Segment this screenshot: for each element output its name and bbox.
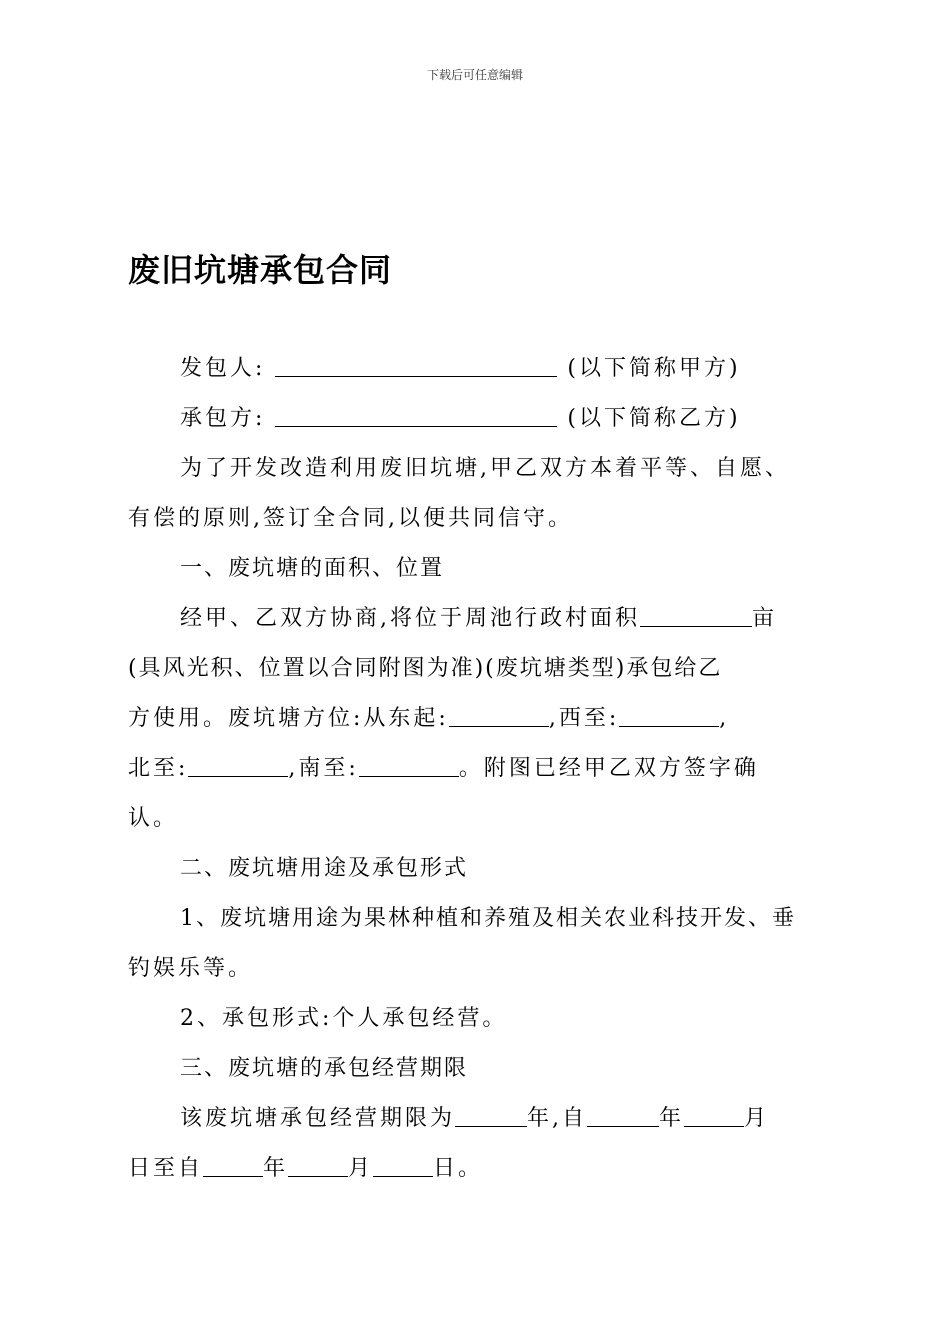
end-year-blank xyxy=(203,1152,263,1177)
comma: , xyxy=(719,706,730,731)
party-b-label: 承包方: xyxy=(180,406,266,431)
west-label: ,西至: xyxy=(548,706,620,731)
month-label: 月 xyxy=(744,1106,770,1131)
end-day-label: 日。 xyxy=(433,1156,484,1181)
start-month-blank xyxy=(684,1102,744,1127)
section2-item2: 2、承包形式:个人承包经营。 xyxy=(180,1006,508,1031)
section3-line-2 xyxy=(128,1144,832,1194)
end-year-label: 年 xyxy=(263,1156,289,1181)
area-blank xyxy=(640,602,752,627)
intro-line-2: 有偿的原则,签订全合同,以便共同信守。 xyxy=(128,506,573,531)
party-a-blank xyxy=(275,352,557,377)
section1-confirm-text: 。附图已经甲乙双方签字确 xyxy=(458,756,759,781)
term-label: 该废坑塘承包经营期限为 xyxy=(180,1106,456,1131)
section1-line-4 xyxy=(128,744,832,794)
east-label: 方使用。废坑塘方位:从东起: xyxy=(128,706,449,731)
party-b-note: (以下简称乙方) xyxy=(567,406,741,431)
section1-line-1 xyxy=(128,594,832,644)
section2-heading: 二、废坑塘用途及承包形式 xyxy=(180,856,469,881)
header-note: 下载后可任意编辑 xyxy=(426,68,523,82)
end-month-label: 月 xyxy=(348,1156,374,1181)
document-title: 废旧坑塘承包合同 xyxy=(128,251,393,289)
party-b-line xyxy=(128,394,832,444)
section2-item1-line-2: 钓娱乐等。 xyxy=(128,956,254,981)
party-b-blank xyxy=(275,402,557,427)
contract-body xyxy=(128,344,832,1194)
party-a-line xyxy=(128,344,832,394)
intro-line-1: 为了开发改造利用废旧坑塘,甲乙双方本着平等、自愿、 xyxy=(180,456,790,481)
south-blank xyxy=(359,752,459,777)
end-day-blank xyxy=(373,1152,433,1177)
section1-line-3 xyxy=(128,694,832,744)
section3-heading: 三、废坑塘的承包经营期限 xyxy=(180,1056,469,1081)
section1-text: 经甲、乙双方协商,将位于周池行政村面积 xyxy=(180,606,640,631)
start-year-blank xyxy=(587,1102,659,1127)
year-label: 年 xyxy=(659,1106,685,1131)
section1-line-5: 认。 xyxy=(128,806,179,831)
west-blank xyxy=(619,702,719,727)
party-a-note: (以下简称甲方) xyxy=(567,356,741,381)
term-years-blank xyxy=(455,1102,527,1127)
end-month-blank xyxy=(288,1152,348,1177)
section1-heading: 一、废坑塘的面积、位置 xyxy=(180,556,445,581)
party-a-label: 发包人: xyxy=(180,356,266,381)
from-label: 年,自 xyxy=(527,1106,588,1131)
north-blank xyxy=(188,752,288,777)
north-label: 北至: xyxy=(128,756,189,781)
section1-line-2: (具风光积、位置以合同附图为准)(废坑塘类型)承包给乙 xyxy=(128,656,723,681)
section3-line-1 xyxy=(128,1094,832,1144)
section1-unit: 亩 xyxy=(752,606,778,631)
south-label: ,南至: xyxy=(288,756,359,781)
east-blank xyxy=(449,702,549,727)
section2-item1-line-1: 1、废坑塘用途为果林种植和养殖及相关农业科技开发、垂 xyxy=(180,906,796,931)
day-to-label: 日至自 xyxy=(128,1156,204,1181)
